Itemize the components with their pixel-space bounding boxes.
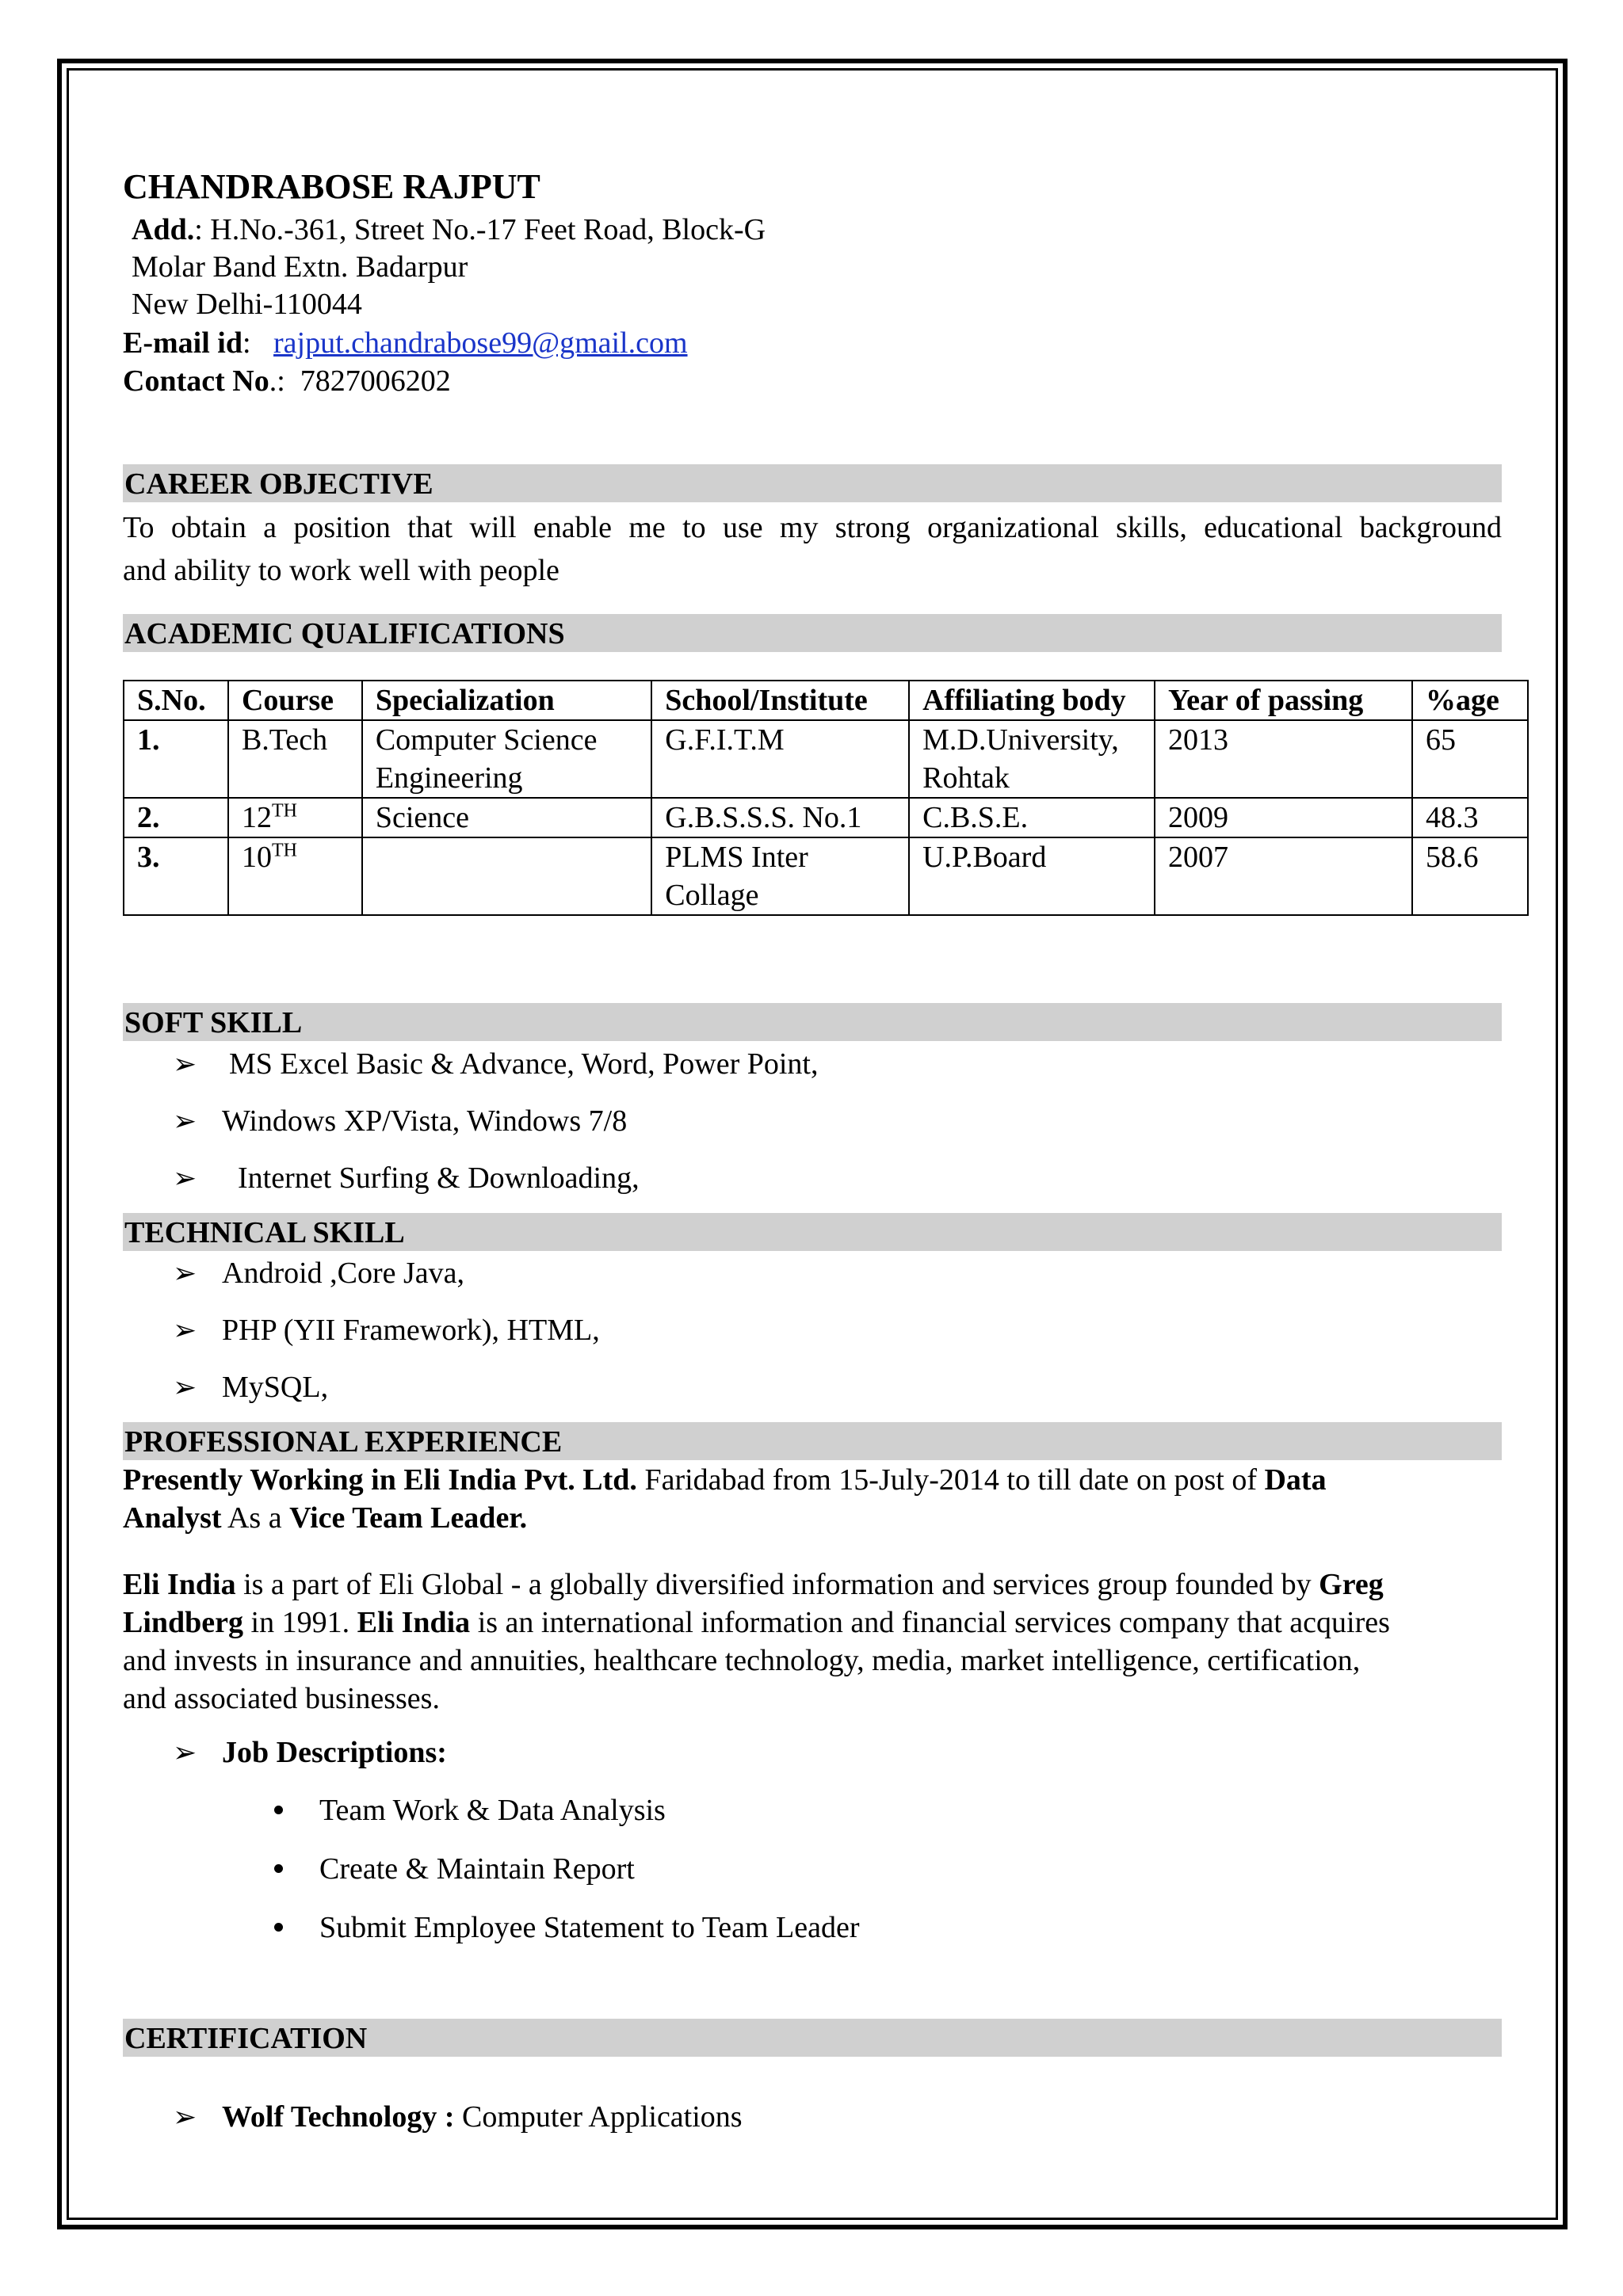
table-row	[124, 720, 1528, 798]
experience-para-1-line-2	[123, 1499, 1502, 1537]
arrow-bullet-icon: ➢	[173, 1162, 197, 1194]
p2-text-3: is an international information and financial services company that acquires	[470, 1606, 1390, 1639]
cell-course: B.Tech	[228, 720, 362, 798]
bullet-dot-icon	[274, 1923, 283, 1932]
career-objective-line-1: To obtain a position that will enable me to use my strong organizational skills, educational background	[123, 511, 1502, 544]
col-header: Affiliating body	[909, 681, 1155, 720]
col-header: S.No.	[124, 681, 228, 720]
cell-body: M.D.University, Rohtak	[909, 720, 1155, 798]
arrow-bullet-icon: ➢	[173, 1314, 197, 1346]
cell-spec	[362, 837, 651, 915]
certification-course: Computer Applications	[454, 2100, 743, 2134]
experience-heading: PROFESSIONAL EXPERIENCE	[123, 1422, 1502, 1460]
company-name: Presently Working in Eli India Pvt. Ltd.	[123, 1463, 637, 1497]
course-text: 12	[241, 801, 272, 834]
technical-skill-heading: TECHNICAL SKILL	[123, 1213, 1502, 1251]
p2-bold-eli: Eli India	[123, 1568, 236, 1601]
soft-skill-item: Windows XP/Vista, Windows 7/8	[222, 1104, 628, 1138]
experience-para-2-line-1	[123, 1566, 1502, 1604]
p2-text-2: in 1991.	[243, 1606, 357, 1639]
cell-body: U.P.Board	[909, 837, 1155, 915]
col-header: Specialization	[362, 681, 651, 720]
p1-text: Faridabad from 15-July-2014 to till date on post of	[636, 1463, 1265, 1497]
address-line-3: New Delhi-110044	[132, 288, 362, 321]
soft-skill-item: MS Excel Basic & Advance, Word, Power Point,	[229, 1047, 819, 1081]
technical-skill-item: PHP (YII Framework), HTML,	[222, 1314, 600, 1347]
email-label: E-mail id	[123, 326, 242, 360]
technical-skill-item: MySQL,	[222, 1371, 329, 1404]
experience-para-2-line-3: and invests in insurance and annuities, healthcare technology, media, market intelligence, certification,	[123, 1644, 1361, 1677]
table-row	[124, 798, 1528, 837]
technical-skill-item: Android ,Core Java,	[222, 1257, 465, 1290]
cell-year: 2009	[1155, 798, 1412, 837]
certification-item	[222, 2098, 743, 2136]
col-header: %age	[1412, 681, 1528, 720]
cell-sno: 1.	[124, 720, 228, 798]
cell-year: 2013	[1155, 720, 1412, 798]
academic-table	[123, 680, 1529, 916]
cell-body: C.B.S.E.	[909, 798, 1155, 837]
col-header: School/Institute	[651, 681, 909, 720]
p1-bold-analyst: Analyst	[123, 1501, 222, 1535]
contact-line: Contact No.: 7827006202	[123, 364, 451, 398]
cell-pct: 48.3	[1412, 798, 1528, 837]
experience-para-2-line-4: and associated businesses.	[123, 1682, 440, 1715]
soft-skill-heading: SOFT SKILL	[123, 1003, 1502, 1041]
experience-para-2-line-2	[123, 1604, 1502, 1642]
career-objective-line-2: and ability to work well with people	[123, 554, 559, 587]
arrow-bullet-icon: ➢	[173, 1105, 197, 1137]
academic-heading: ACADEMIC QUALIFICATIONS	[123, 614, 1502, 652]
cell-course	[228, 837, 362, 915]
p1-bold-role: Vice Team Leader.	[289, 1501, 528, 1535]
bullet-dot-icon	[274, 1864, 283, 1873]
career-objective-heading: CAREER OBJECTIVE	[123, 464, 1502, 502]
contact-label: Contact No	[123, 364, 269, 398]
cell-year: 2007	[1155, 837, 1412, 915]
p1-bold-data: Data	[1264, 1463, 1327, 1497]
cell-sno: 2.	[124, 798, 228, 837]
col-header: Year of passing	[1155, 681, 1412, 720]
course-sup: TH	[271, 840, 297, 861]
arrow-bullet-icon: ➢	[173, 2101, 197, 2133]
col-header: Course	[228, 681, 362, 720]
cell-school: PLMS Inter Collage	[651, 837, 909, 915]
contact-number: 7827006202	[300, 364, 451, 398]
job-item: Submit Employee Statement to Team Leader	[319, 1911, 860, 1944]
cell-school: G.F.I.T.M	[651, 720, 909, 798]
arrow-bullet-icon: ➢	[173, 1737, 197, 1768]
address-text-1: H.No.-361, Street No.-17 Feet Road, Block-G	[210, 213, 766, 246]
arrow-bullet-icon: ➢	[173, 1371, 197, 1403]
address-label: Add.	[132, 213, 195, 246]
email-line: E-mail id: rajput.chandrabose99@gmail.com	[123, 326, 688, 360]
candidate-name: CHANDRABOSE RAJPUT	[123, 167, 540, 206]
job-descriptions-heading: Job Descriptions:	[222, 1736, 447, 1769]
p1-text-2: As a	[221, 1501, 290, 1535]
address-line-1: Add.: H.No.-361, Street No.-17 Feet Road, Block-G	[132, 213, 766, 246]
cell-spec: Computer Science Engineering	[362, 720, 651, 798]
p2-bold-eli-2: Eli India	[357, 1606, 471, 1639]
table-header-row	[124, 681, 1528, 720]
certification-provider: Wolf Technology :	[222, 2100, 455, 2134]
p2-bold-greg: Greg	[1319, 1568, 1384, 1601]
arrow-bullet-icon: ➢	[173, 1048, 197, 1080]
course-text: 10	[241, 841, 272, 874]
experience-para-1-line-1	[123, 1461, 1502, 1499]
bullet-dot-icon	[274, 1806, 283, 1814]
p2-text-1: is a part of Eli Global - a globally diversified information and services group founded by	[235, 1568, 1319, 1601]
address-line-2: Molar Band Extn. Badarpur	[132, 250, 468, 284]
job-item: Team Work & Data Analysis	[319, 1794, 666, 1827]
soft-skill-item: Internet Surfing & Downloading,	[238, 1161, 640, 1195]
job-item: Create & Maintain Report	[319, 1852, 635, 1886]
table-row	[124, 837, 1528, 915]
course-sup: TH	[271, 800, 297, 822]
p2-bold-lindberg: Lindberg	[123, 1606, 244, 1639]
arrow-bullet-icon: ➢	[173, 1257, 197, 1289]
cell-school: G.B.S.S.S. No.1	[651, 798, 909, 837]
certification-heading: CERTIFICATION	[123, 2019, 1502, 2057]
email-link[interactable]: rajput.chandrabose99@gmail.com	[273, 326, 688, 360]
cell-spec: Science	[362, 798, 651, 837]
cell-pct: 58.6	[1412, 837, 1528, 915]
cell-pct: 65	[1412, 720, 1528, 798]
cell-sno: 3.	[124, 837, 228, 915]
cell-course	[228, 798, 362, 837]
